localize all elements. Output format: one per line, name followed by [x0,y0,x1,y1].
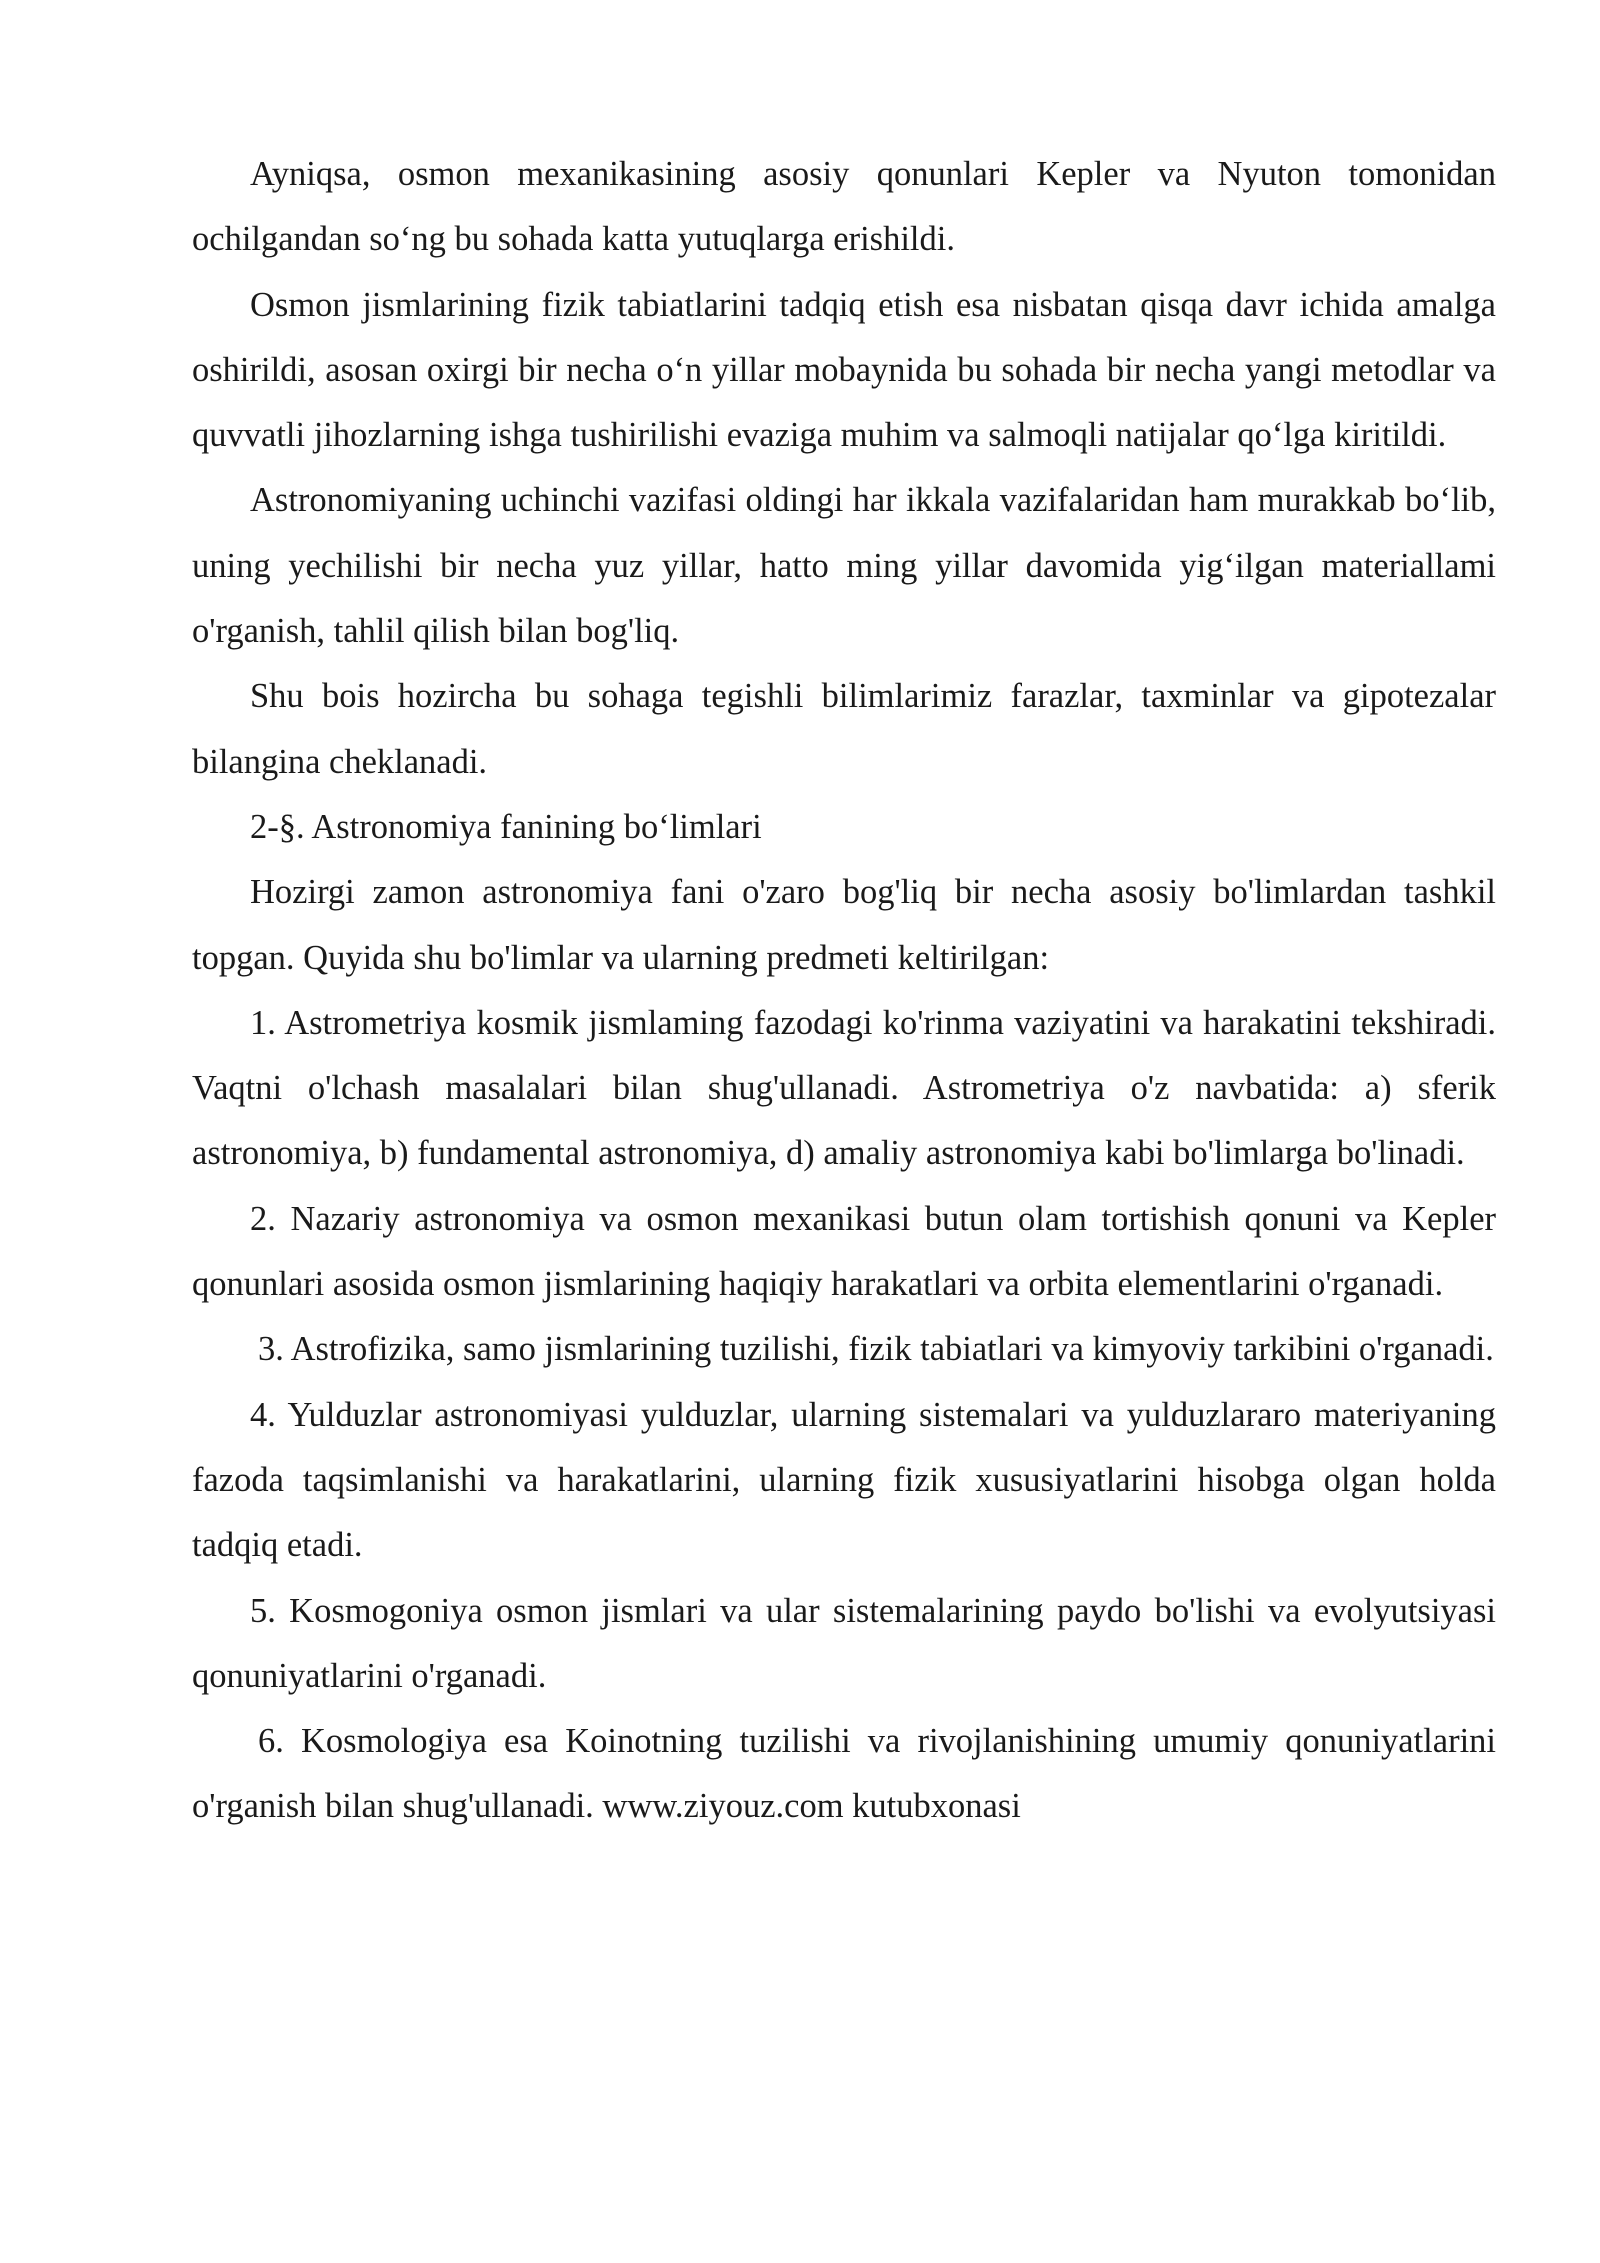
list-item-astrophysics: 3. Astrofizika, samo jismlarining tuzilishi, fizik tabiatlari va kimyoviy tarkibini o'rganadi. [258,1330,1494,1369]
list-item-celestial-mechanics: 2. Nazariy astronomiya va osmon mexanikasi butun olam tortishish qonuni va Kepler qonunlari asosida osmon jismlarining haqiqiy harakatlari va orbita elementlarini o'rganadi. [192,1199,1496,1304]
paragraph-third-task: Astronomiyaning uchinchi vazifasi oldingi har ikkala vazifalaridan ham murakkab bo‘lib, uning yechilishi bir necha yuz yillar, hatto ming yillar davomida yig‘ilgan materiallami o'rganish, tahlil qilish bilan bog'liq. [192,481,1496,651]
paragraph-physical-nature: Osmon jismlarining fizik tabiatlarini tadqiq etish esa nisbatan qisqa davr ichida amalga oshirildi, asosan oxirgi bir necha o‘n yillar mobaynida bu sohada bir necha yangi metodlar va quvvatli jihozlarning ishga tushirilishi evaziga muhim va salmoqli natijalar qo‘lga kiritildi. [192,285,1496,455]
list-item-cosmogony: 5. Kosmogoniya osmon jismlari va ular sistemalarining paydo bo'lishi va evolyutsiyasi qonuniyatlarini o'rganadi. [192,1591,1496,1695]
paragraph-hypotheses: Shu bois hozircha bu sohaga tegishli bilimlarimiz farazlar, taxminlar va gipotezalar bilangina cheklanadi. [192,677,1496,781]
document-page [192,142,1496,1840]
list-item-astrometry: 1. Astrometriya kosmik jismlaming fazodagi ko'rinma vaziyatini va harakatini tekshiradi. Vaqtni o'lchash masalalari bilan shug'ullanadi. Astrometriya o'z navbatida: a) sferik astronomiya, b) fundamental astronomiya, d) amaliy astronomiya kabi bo'limlarga bo'linadi. [192,1003,1496,1173]
list-item-stellar-astronomy: 4. Yulduzlar astronomiyasi yulduzlar, ularning sistemalari va yulduzlararo materiyaning fazoda taqsimlanishi va harakatlarini, ularning fizik xususiyatlarini hisobga olgan holda tadqiq etadi. [192,1395,1496,1565]
paragraph-kepler-newton: Ayniqsa, osmon mexanikasining asosiy qonunlari Kepler va Nyuton tomonidan ochilgandan so‘ng bu sohada katta yutuqlarga erishildi. [192,155,1496,259]
list-item-cosmology: 6. Kosmologiya esa Koinotning tuzilishi va rivojlanishining umumiy qonuniyatlarini o'rganish bilan shug'ullanadi. www.ziyouz.com kutubxonasi [192,1722,1496,1826]
section-heading: 2-§. Astronomiya fanining bo‘limlari [250,807,762,846]
paragraph-sections-intro: Hozirgi zamon astronomiya fani o'zaro bog'liq bir necha asosiy bo'limlardan tashkil topgan. Quyida shu bo'limlar va ularning predmeti keltirilgan: [192,873,1496,977]
